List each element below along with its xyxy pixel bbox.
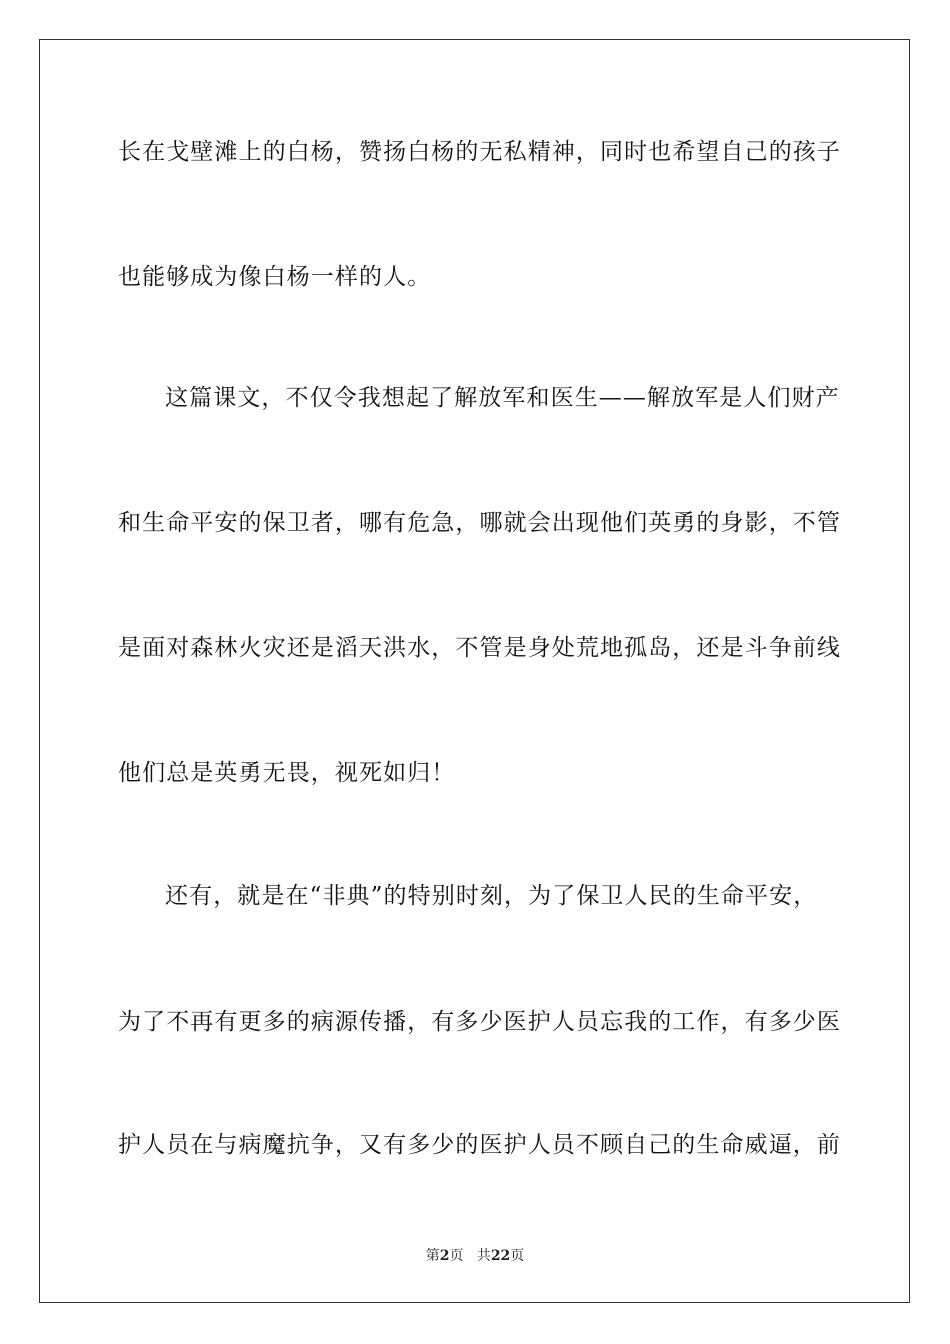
page-border xyxy=(39,39,910,1303)
page-footer xyxy=(0,1247,950,1265)
total-pages: 22 xyxy=(490,1248,511,1264)
text-line-8: 为了不再有更多的病源传播，有多少医护人员忘我的工作，有多少医 xyxy=(118,1009,841,1035)
text-line-5: 是面对森林火灾还是滔天洪水，不管是身处荒地孤岛，还是斗争前线 xyxy=(118,635,841,661)
page-prefix: 第 xyxy=(425,1248,440,1264)
text-line-9: 护人员在与病魔抗争，又有多少的医护人员不顾自己的生命威逼，前 xyxy=(118,1132,841,1158)
text-line-6: 他们总是英勇无畏，视死如归！ xyxy=(118,760,456,786)
text-line-3: 这篇课文，不仅令我想起了解放军和医生——解放军是人们财产 xyxy=(165,385,840,411)
page-suffix: 页 xyxy=(449,1248,464,1264)
page-number: 2 xyxy=(439,1248,450,1264)
text-line-7: 还有，就是在“非典”的特别时刻，为了保卫人民的生命平安， xyxy=(165,883,818,909)
text-line-4: 和生命平安的保卫者，哪有危急，哪就会出现他们英勇的身影，不管 xyxy=(118,510,841,536)
text-line-1: 长在戈壁滩上的白杨，赞扬白杨的无私精神，同时也希望自己的孩子 xyxy=(118,139,841,165)
total-prefix: 共 xyxy=(476,1248,491,1264)
total-suffix: 页 xyxy=(510,1248,525,1264)
text-line-2: 也能够成为像白杨一样的人。 xyxy=(118,264,432,290)
